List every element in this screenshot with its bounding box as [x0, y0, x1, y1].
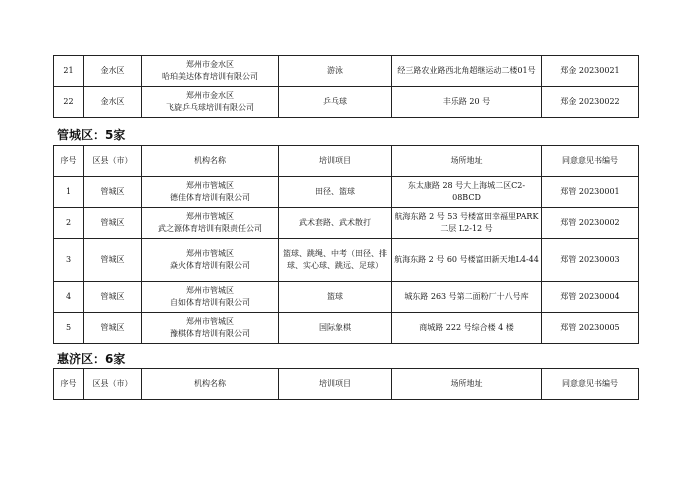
table-row: [54, 282, 639, 313]
header-org: 机构名称: [142, 369, 279, 400]
cell-project: 游泳: [279, 56, 392, 87]
cell-org: [142, 239, 279, 282]
cell-address: 商城路 222 号综合楼 4 楼: [392, 313, 542, 344]
header-project: 培训项目: [279, 146, 392, 177]
section-heading-huiji: 惠济区：6家: [57, 352, 126, 366]
cell-no: 3: [54, 239, 84, 282]
table-row: [54, 208, 639, 239]
cell-code: 郑金 20230021: [542, 56, 639, 87]
org-line2: 豫棋体育培训有限公司: [170, 329, 250, 338]
header-row: [54, 369, 639, 400]
cell-district: 金水区: [84, 56, 142, 87]
header-project: 培训项目: [279, 369, 392, 400]
cell-district: 管城区: [84, 282, 142, 313]
cell-project: 篮球: [279, 282, 392, 313]
cell-district: 管城区: [84, 313, 142, 344]
org-line1: 郑州市管城区: [186, 181, 234, 190]
header-no: 序号: [54, 146, 84, 177]
cell-address: 航海东路 2 号 60 号楼富田新天地L4-44: [392, 239, 542, 282]
cell-district: 管城区: [84, 177, 142, 208]
cell-address: 丰乐路 20 号: [392, 87, 542, 118]
org-line1: 郑州市管城区: [186, 317, 234, 326]
cell-no: 4: [54, 282, 84, 313]
table-row: [54, 177, 639, 208]
cell-code: 郑管 20230004: [542, 282, 639, 313]
cell-address: 航海东路 2 号 53 号楼富田幸福里PARK 二层 L2-12 号: [392, 208, 542, 239]
cell-no: 1: [54, 177, 84, 208]
org-line1: 郑州市管城区: [186, 286, 234, 295]
org-line2: 焱火体育培训有限公司: [170, 261, 250, 270]
cell-code: 郑金 20230022: [542, 87, 639, 118]
cell-code: 郑管 20230003: [542, 239, 639, 282]
cell-org: [142, 208, 279, 239]
cell-no: 2: [54, 208, 84, 239]
org-line1: 郑州市管城区: [186, 212, 234, 221]
guancheng-table: [53, 145, 639, 344]
header-org: 机构名称: [142, 146, 279, 177]
section-heading-guancheng: 管城区：5家: [57, 128, 126, 142]
cell-project: 田径、篮球: [279, 177, 392, 208]
cell-org: [142, 87, 279, 118]
table-row: [54, 313, 639, 344]
cell-project: 篮球、跳绳、中考（田径、排球、实心球、跳远、足球）: [279, 239, 392, 282]
table-row: [54, 239, 639, 282]
cell-project: 武术套路、武术散打: [279, 208, 392, 239]
header-district: 区县（市）: [84, 369, 142, 400]
cell-district: 管城区: [84, 239, 142, 282]
jinshui-table: [53, 55, 639, 118]
cell-org: [142, 56, 279, 87]
cell-org: [142, 282, 279, 313]
org-line2: 德佳体育培训有限公司: [170, 193, 250, 202]
cell-district: 管城区: [84, 208, 142, 239]
cell-no: 21: [54, 56, 84, 87]
header-row: [54, 146, 639, 177]
cell-no: 5: [54, 313, 84, 344]
cell-no: 22: [54, 87, 84, 118]
cell-org: [142, 313, 279, 344]
cell-project: 乒乓球: [279, 87, 392, 118]
header-address: 场所地址: [392, 369, 542, 400]
cell-address: 城东路 263 号第二面粉厂十八号库: [392, 282, 542, 313]
table-row: [54, 56, 639, 87]
org-line2: 哈珀美达体育培训有限公司: [162, 72, 258, 81]
header-no: 序号: [54, 369, 84, 400]
org-line1: 郑州市金水区: [186, 91, 234, 100]
cell-code: 郑管 20230002: [542, 208, 639, 239]
cell-project: 国际象棋: [279, 313, 392, 344]
cell-address: 经三路农业路西北角超继运动二楼01号: [392, 56, 542, 87]
cell-code: 郑管 20230001: [542, 177, 639, 208]
org-line2: 飞旋乒乓球培训有限公司: [166, 103, 254, 112]
cell-address: 东太康路 28 号大上海城二区C2-08BCD: [392, 177, 542, 208]
header-address: 场所地址: [392, 146, 542, 177]
header-code: 同意意见书编号: [542, 146, 639, 177]
huiji-table: [53, 368, 639, 400]
cell-org: [142, 177, 279, 208]
org-line2: 自如体育培训有限公司: [170, 298, 250, 307]
table-row: [54, 87, 639, 118]
org-line2: 武之源体育培训有限责任公司: [158, 224, 262, 233]
cell-code: 郑管 20230005: [542, 313, 639, 344]
org-line1: 郑州市管城区: [186, 249, 234, 258]
cell-district: 金水区: [84, 87, 142, 118]
header-district: 区县（市）: [84, 146, 142, 177]
org-line1: 郑州市金水区: [186, 60, 234, 69]
header-code: 同意意见书编号: [542, 369, 639, 400]
